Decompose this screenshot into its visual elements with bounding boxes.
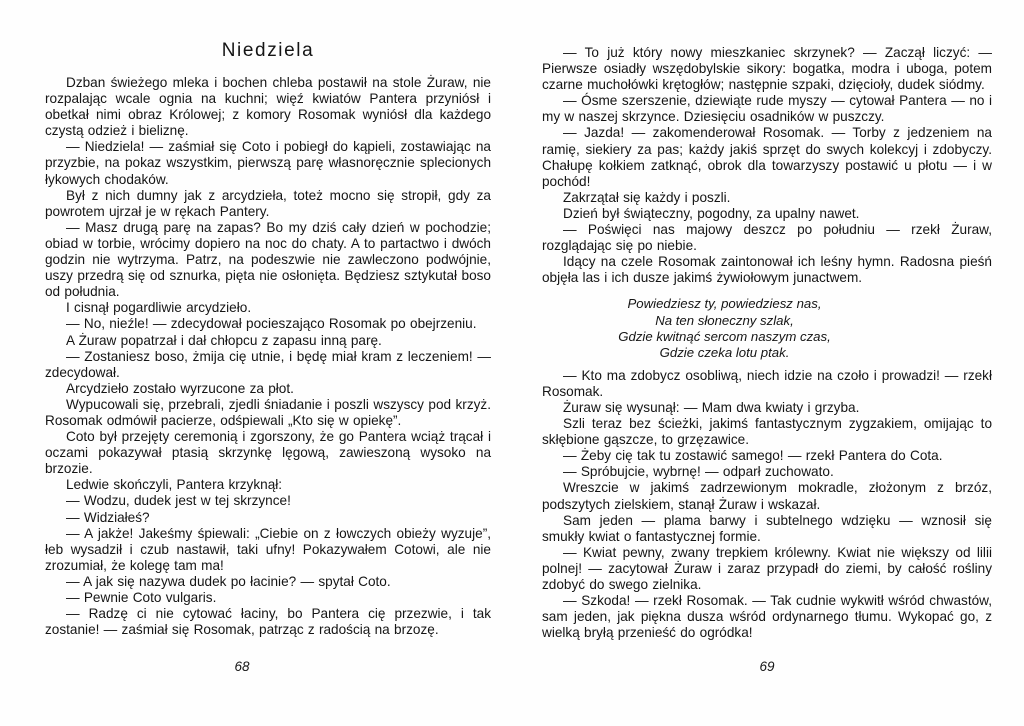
- paragraph: — Widziałeś?: [66, 509, 150, 525]
- paragraph: — Radzę ci nie cytować łaciny, bo Pantera cię przezwie, i tak zostanie! — zaśmiał się Rosomak, patrząc z radością na brzozę.: [45, 606, 491, 638]
- paragraph: — Masz drugą parę na zapas? Bo my dziś cały dzień w pochodzie; obiad w torbie, wrócimy dopiero na noc do chaty. A to partactwo i dwóch godzin nie wytrzyma. Patrz, na podeszwie nie zawleczono podwójnie, uszy przedrą się od sznurka, pięta nie osłonięta. Będziesz sztykutał boso od południa.: [45, 219, 491, 300]
- page-right-text: [542, 45, 992, 641]
- paragraph: Dzban świeżego mleka i bochen chleba postawił na stole Żuraw, nie rozpalając wcale ognia na kuchni; więź kwiatów Pantera przyniósł i obetkał nimi obraz Królowej; z komory Rosomak wyniósł dla każdego czystą odzież i bieliznę.: [45, 75, 491, 139]
- paragraph: — A jak się nazywa dudek po łacinie? — spytał Coto.: [66, 573, 391, 589]
- paragraph: — Szkoda! — rzekł Rosomak. — Tak cudnie wykwitł wśród chwastów, sam jeden, jak piękna dusza wśród ordynarnego tłumu. Wykopać go, z wielką bryłą przenieść do ogródka!: [542, 593, 992, 641]
- paragraph: — Spróbujcie, wybrnę! — odparł zuchowato.: [563, 464, 834, 480]
- paragraph: — Ósme szerszenie, dziewiąte rude myszy — cytował Pantera — no i my w naszej skrzynce. Dziesięciu osadników w puszczy.: [542, 93, 992, 125]
- paragraph: Zakrzątał się każdy i poszli.: [563, 189, 731, 205]
- paragraph: I cisnął pogardliwie arcydzieło.: [66, 300, 252, 316]
- page-left-text: [45, 75, 491, 638]
- paragraph: — A jakże! Jakeśmy śpiewali: „Ciebie on z łowczych obieży wyzuje”, łeb wysadził i czub nastawił, taki ufny! Pokazywałem Cotowi, ale nie zrozumiał, że kolegę tam ma!: [45, 525, 491, 573]
- paragraph: — Żeby cię tak tu zostawić samego! — rzekł Pantera do Cota.: [563, 448, 943, 464]
- paragraph: — Niedziela! — zaśmiał się Coto i pobiegł do kąpieli, zostawiając na przyzbie, na pokaz wszystkim, pierwszą parę własnoręcznie splecionych łykowych chodaków.: [45, 139, 491, 187]
- paragraph: — Wodzu, dudek jest w tej skrzynce!: [66, 493, 291, 509]
- paragraph: Dzień był świąteczny, pogodny, za upalny nawet.: [563, 205, 860, 221]
- paragraph: — Zostaniesz boso, żmija cię utnie, i będę miał kram z leczeniem! — zdecydował.: [45, 348, 491, 380]
- verse-block: [542, 296, 907, 360]
- paragraph: — No, nieźle! — zdecydował pocieszająco Rosomak po obejrzeniu.: [66, 316, 477, 332]
- paragraph: Był z nich dumny jak z arcydzieła, toteż mocno się stropił, gdy za powrotem ujrzał je w rękach Pantery.: [45, 187, 491, 219]
- paragraph: — Kwiat pewny, zwany trepkiem królewny. Kwiat nie większy od lilii polnej! — zacytował Żuraw i zaraz przypadł do ziemi, by całość rośliny zdobyć do swego zielnika.: [542, 544, 992, 592]
- page-number-left: 68: [234, 659, 250, 674]
- chapter-title: Niedziela: [221, 40, 315, 61]
- paragraph: — To już który nowy mieszkaniec skrzynek? — Zaczął liczyć: — Pierwsze osiadły wszędobylskie sikory: bogatka, modra i uboga, potem czarne muchołówki krętogłów; następnie szpaki, dzięcioły, dudek siódmy.: [542, 45, 992, 93]
- paragraph: — Pewnie Coto vulgaris.: [66, 590, 217, 605]
- paragraph: Żuraw się wysunął: — Mam dwa kwiaty i grzyba.: [563, 399, 860, 415]
- paragraph: — Poświęci nas majowy deszcz po południu — rzekł Żuraw, rozglądając się po niebie.: [542, 222, 992, 254]
- paragraph: Arcydzieło zostało wyrzucone za płot.: [66, 380, 294, 396]
- page-left: [45, 40, 491, 638]
- paragraph: Wreszcie w jakimś zadrzewionym mokradle, złożonym z brzóz, podszytych zielskiem, stanął Żuraw i wskazał.: [542, 480, 992, 512]
- verse-line: Na ten słoneczny szlak,: [655, 312, 794, 328]
- paragraph: Szli teraz bez ścieżki, jakimś fantastycznym zygzakiem, omijając to skłębione gąszcze, to grzęzawice.: [542, 416, 992, 448]
- page-number-right: 69: [759, 659, 775, 674]
- paragraph: Coto był przejęty ceremonią i zgorszony, że go Pantera wciąż trącał i oczami pokazywał ptasią skrzynkę lęgową, zawieszoną wysoko na brzozie.: [45, 429, 491, 477]
- paragraph: Wypucowali się, przebrali, zjedli śniadanie i poszli wszyscy pod krzyż. Rosomak odmówił pacierze, odśpiewali „Kto się w opiekę”.: [45, 396, 491, 428]
- paragraph: A Żuraw popatrzał i dał chłopcu z zapasu inną parę.: [66, 332, 382, 348]
- paragraph: Sam jeden — plama barwy i subtelnego wdzięku — wznosił się smukły kwiat o fantastycznej formie.: [542, 512, 992, 544]
- paragraph: — Kto ma zdobycz osobliwą, niech idzie na czoło i prowadzi! — rzekł Rosomak.: [542, 367, 992, 399]
- paragraph: — Jazda! — zakomenderował Rosomak. — Torby z jedzeniem na ramię, siekiery za pas; każdy jakiś sprzęt do swych kolekcyj i zdobyczy. Chałupę kołkiem zatknąć, obrok dla towarzyszy postawić u płotu — i w pochód!: [542, 125, 992, 189]
- verse-line: Powiedziesz ty, powiedziesz nas,: [627, 296, 822, 312]
- verse-line: Gdzie czeka lotu ptak.: [659, 344, 790, 360]
- paragraph: Idący na czele Rosomak zaintonował ich leśny hymn. Radosna pieśń objęła las i ich dusze jakimś żywiołowym junactwem.: [542, 254, 992, 286]
- paragraph: Ledwie skończyli, Pantera krzyknął:: [66, 477, 283, 493]
- page-right: [542, 45, 992, 641]
- verse-line: Gdzie kwitnąć sercom naszym czas,: [618, 328, 831, 344]
